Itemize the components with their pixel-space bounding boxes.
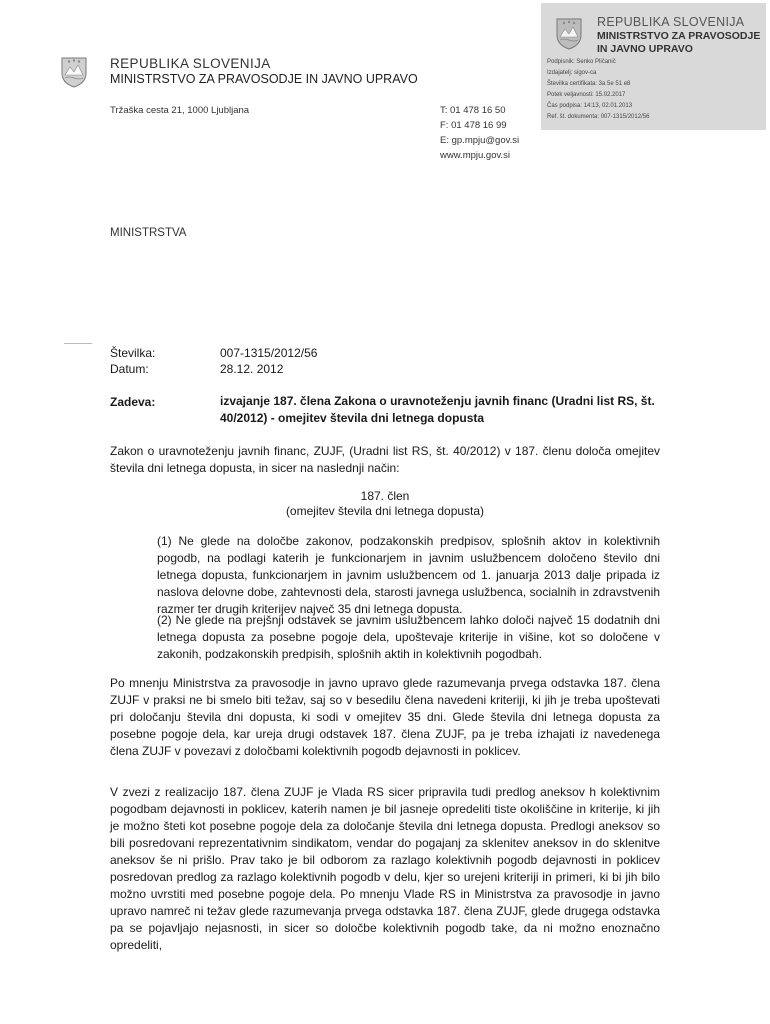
digital-signature-stamp (541, 3, 766, 130)
stamp-ministry-line1: MINISTRSTVO ZA PRAVOSODJE (597, 30, 761, 42)
letterhead-phone: T: 01 478 16 50 (440, 105, 506, 116)
body-paragraph-2: V zvezi z realizacijo 187. člena ZUJF je Vlada RS sicer pripravila tudi predlog aneksov h kolektivnim pogodbam dejavnosti in poklicev, katerih namen je bil jasneje opredeliti tiste okoliščine in kriterije, ki jih je možno šteti kot posebne pogoje dela za določanje števila dni letnega dopusta. Predlogi aneksov so bili posredovani reprezentativnim sindikatom, vendar do pogajanj za sklenitev aneksov in do sklenitve aneksov še ni prišlo. Prav tako je bil odborom za razlago kolektivnih pogodb dejavnosti in poklicev posredovan predlog za razlago kolektivnih pogodb v delu, kjer so urejeni kriteriji in primeri, ki bi jih bilo možno uvrstiti med posebne pogoje dela. Po mnenju Vlade RS in Ministrstva za pravosodje in javno upravo namreč ni težav glede razumevanja prvega odstavka 187. člena ZUJF, glede drugega odstavka pa se pojavljajo nejasnosti, in sicer so določbe kolektivnih pogodb take, da ni možno enoznačno opredeliti, (110, 785, 660, 952)
stamp-issuer: Izdajatelj: sigov-ca (547, 70, 597, 76)
fold-mark (64, 343, 92, 344)
date-label: Datum: (110, 362, 149, 376)
coat-of-arms-icon (60, 56, 88, 88)
stamp-signer: Podpisnik: Senko Pličanič (547, 59, 616, 65)
subject-value: izvajanje 187. člena Zakona o uravnoteženju javnih financ (Uradni list RS, št. 40/2012) - omejitev števila dni letnega dopusta (220, 394, 655, 425)
letterhead-email[interactable]: E: gp.mpju@gov.si (440, 135, 520, 146)
article-paragraph-2: (2) Ne glede na prejšnji odstavek se javnim uslužbencem lahko določi največ 15 dodatnih dni letnega dopusta za posebne pogoje dela, upoštevaje kriterije in višine, kot so določene v zakonih, podzakonskih predpisih, splošnih aktih in kolektivnih pogodbah. (157, 613, 660, 661)
article-title: 187. člen (360, 489, 410, 503)
number-label: Številka: (110, 346, 156, 360)
intro-paragraph: Zakon o uravnoteženju javnih financ, ZUJF, (Uradni list RS, št. 40/2012) v 187. členu določa omejitev števila dni letnega dopusta, in sicer na naslednji način: (110, 444, 660, 475)
recipient: MINISTRSTVA (110, 227, 187, 239)
article-subtitle: (omejitev števila dni letnega dopusta) (285, 504, 485, 518)
letterhead-republic: REPUBLIKA SLOVENIJA (110, 56, 271, 71)
stamp-certificate: Številka certifikata: 3a 5e 51 e8 (547, 81, 631, 87)
date-value: 28.12. 2012 (220, 362, 284, 376)
stamp-ministry-line2: IN JAVNO UPRAVO (597, 43, 693, 55)
letterhead-ministry: MINISTRSTVO ZA PRAVOSODJE IN JAVNO UPRAVO (110, 72, 418, 86)
letterhead-address: Tržaška cesta 21, 1000 Ljubljana (110, 105, 250, 116)
number-value: 007-1315/2012/56 (220, 346, 318, 360)
stamp-validity: Potek veljavnosti: 15.02.2017 (547, 92, 626, 98)
stamp-sign-time: Čas podpisa: 14:13, 02.01.2013 (547, 103, 633, 109)
body-paragraph-1: Po mnenju Ministrstva za pravosodje in javno upravo glede razumevanja prvega odstavka 187. člena ZUJF v praksi ne bi smelo biti težav, saj so v besedilu člena navedeni kriteriji, ki jih je treba upoštevati pri določanju števila dni dopusta, ki sodi v omejitev 35 dni. Glede števila dni letnega dopusta za posebne pogoje dela, kar ureja drugi odstavek 187. člena ZUJF, pa je treba izhajati iz navedenega člena ZUJF v povezavi z določbami kolektivnih pogodb dejavnosti in poklicev. (110, 676, 660, 758)
subject-label: Zadeva: (110, 395, 156, 409)
stamp-republic: REPUBLIKA SLOVENIJA (597, 15, 745, 29)
letterhead-web[interactable]: www.mpju.gov.si (440, 150, 511, 161)
stamp-reference: Ref. št. dokumenta: 007-1315/2012/56 (547, 114, 650, 120)
article-paragraph-1: (1) Ne glede na določbe zakonov, podzakonskih predpisov, splošnih aktov in kolektivnih pogodb, na podlagi katerih je funkcionarjem in javnim uslužbencem določeno število dni letnega dopusta, funkcionarjem in javnim uslužbencem od 1. januarja 2013 dalje pripada iz naslova delovne dobe, zahtevnosti dela, starosti javnega uslužbenca, socialnih in zdravstvenih razmer ter drugih kriterijev največ 35 dni letnega dopusta. (157, 534, 660, 616)
letterhead-fax: F: 01 478 16 99 (440, 120, 507, 131)
coat-of-arms-icon (555, 17, 583, 51)
